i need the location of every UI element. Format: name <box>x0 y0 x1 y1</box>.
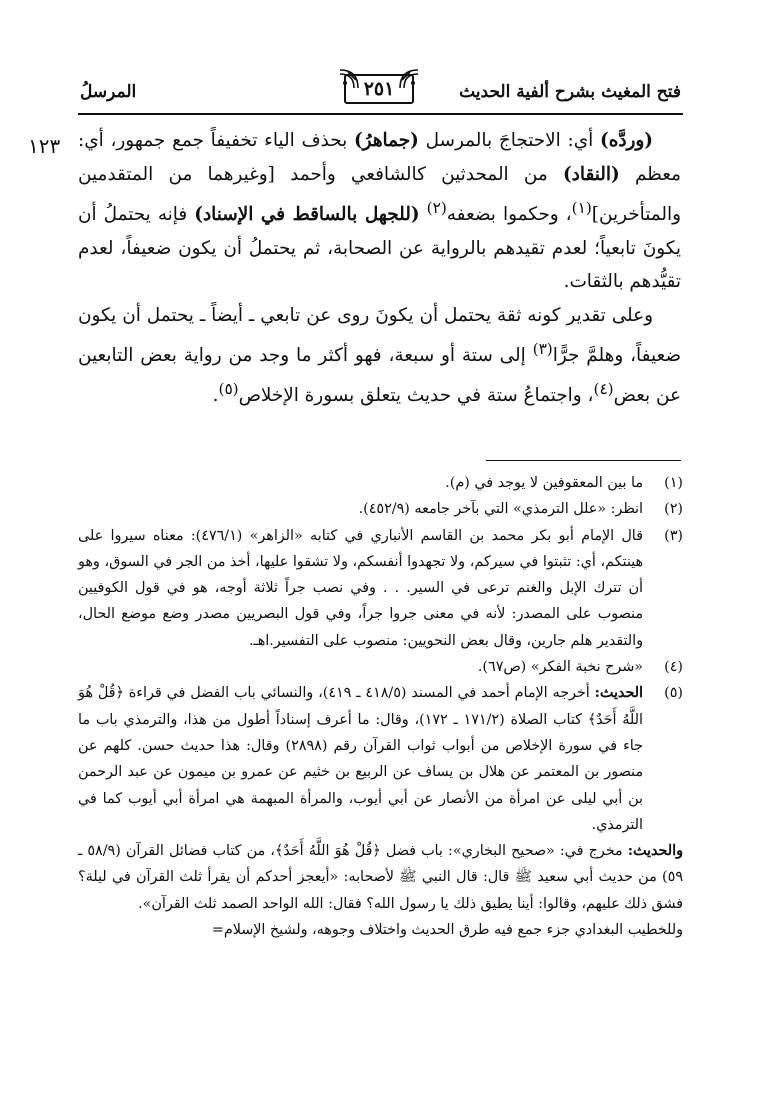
footnotes <box>78 470 683 943</box>
footnote-lead: الحديث: <box>594 685 643 702</box>
footnote-ref[interactable]: (٤) <box>593 379 614 398</box>
footnote-text: قال الإمام أبو بكر محمد بن القاسم الأنباري في كتابه «الزاهر» (٤٧٦/١): معناه سيروا على هينتكم، أي: تثبتوا في سيركم، ولا تجهدوا أنفسكم، ولا تشقوا عليها، أخذ من الجر في السوق، وهو أن تترك الإبل والغنم ترعى في السير. . . وفي نصب جراً ثلاثة أوجه، هو في قول الكوفيين منصوب على المصدر: لأنه في معنى جروا جراً، وفي قول البصريين مصدر وضع موضع الحال، والتقدير هلم جارين، وقال بعض النحويين: منصوب على التفسير.اهـ. <box>78 527 644 649</box>
paragraph-1 <box>78 124 681 299</box>
footnote <box>78 680 683 838</box>
footnote-ref[interactable]: (١) <box>571 198 592 217</box>
text-run: ، وحكموا بضعفه <box>446 203 572 225</box>
text-run: بحذف الياء تخفيفاً جمع جمهور، أي: معظم <box>78 130 681 185</box>
footnote <box>78 654 683 680</box>
ornament-left-icon <box>338 68 360 90</box>
footnote-ref[interactable]: (٥) <box>218 379 239 398</box>
footnote-text-run: مخرج في: «صحيح البخاري»: باب فضل ﴿قُلْ هُوَ اللَّهُ أَحَدٌ﴾، من كتاب فضائل القرآن (٥٨/٩ ـ ٥٩) من حديث أبي سعيد ﷺ قال: قال النبي ﷺ لأصحابه: «أيعجز أحدكم أن يقرأ ثلث القرآن في ليلة؟ فشق ذلك عليهم، وقالوا: أينا يطيق ذلك يا رسول الله؟ فقال: الله الواحد الصمد ثلث القرآن». <box>78 843 683 912</box>
text-run: فإنه يحتملُ أن يكونَ تابعياً؛ لعدم تقيدهم بالرواية عن الصحابة، ثم يحتملُ أن يكون ضعيفاً، لعدم تقيُّدهم بالثقات. <box>78 203 681 293</box>
paragraph-2 <box>78 299 681 413</box>
text-run: أي: الاحتجاجَ بالمرسل <box>418 130 600 151</box>
footnote-number: (١) <box>664 475 683 491</box>
matn-jumahir: (جماهرُ) <box>353 130 419 151</box>
footnote-number: (٥) <box>664 685 683 702</box>
text-run: . <box>212 384 219 406</box>
footnote-lead: والحديث: <box>627 843 683 860</box>
footnote <box>78 470 683 496</box>
footnote-text: «شرح نخبة الفكر» (ص٦٧). <box>477 659 643 676</box>
main-text <box>78 124 681 413</box>
footnote-text: ما بين المعقوفين لا يوجد في (م). <box>445 475 643 491</box>
footnote-text: انظر: «علل الترمذي» التي بآخر جامعه (٤٥٢/٩). <box>358 501 643 518</box>
text-run: إلى ستة أو سبعة، فهو أكثر ما وجد من رواية بعض التابعين عن بعض <box>78 345 681 406</box>
footnote <box>78 496 683 522</box>
footnote-text <box>78 680 643 838</box>
matn-jahl: (للجهل بالساقط في الإسناد) <box>194 203 420 225</box>
footnote-separator <box>486 460 681 461</box>
section-title: المرسلُ <box>80 82 137 102</box>
footnote-continuation <box>78 838 683 917</box>
footnote-ref[interactable]: (٣) <box>532 339 553 358</box>
footnote <box>78 523 683 654</box>
footnote-number: (٣) <box>664 527 683 544</box>
header-rule <box>78 113 683 115</box>
footnote-ref[interactable]: (٢) <box>426 198 447 217</box>
matn-wordings: (وردَّه) <box>600 130 653 151</box>
footnote-number: (٤) <box>664 659 683 676</box>
page-number: ٢٥١ <box>344 74 414 104</box>
text-run: وعلى تقدير كونه ثقة يحتمل أن يكونَ روى عن تابعي ـ أيضاً ـ يحتمل أن يكون ضعيفاً، وهلمَّ جرًّا <box>78 305 681 367</box>
text-run: من المحدثين كالشافعي وأحمد [وغيرهما من المتقدمين والمتأخرين] <box>78 163 681 225</box>
running-title: فتح المغيث بشرح ألفية الحديث <box>459 82 681 102</box>
margin-line-number: ١٢٣ <box>28 134 61 158</box>
footnote-continuation: وللخطيب البغدادي جزء جمع فيه طرق الحديث واختلاف وجوهه، ولشيخ الإسلام= <box>211 922 683 939</box>
matn-nuqqad: (النقاد) <box>562 163 620 185</box>
text-run: ، واجتماعُ ستة في حديث يتعلق بسورة الإخلاص <box>238 384 594 406</box>
footnote-text-run: أخرجه الإمام أحمد في المسند (٤١٨/٥ ـ ٤١٩)، والنسائي باب الفضل في قراءة ﴿قُلْ هُوَ اللَّهُ أَحَدٌ﴾ كتاب الصلاة (١٧١/٢ ـ ١٧٢)، وقال: ما أعرف إسناداً أطول من هذا، والترمذي باب ما جاء في سورة الإخلاص من أبواب ثواب القرآن رقم (٢٨٩٨) وقال: هذا حديث حسن. كلهم عن منصور بن المعتمر عن هلال بن يساف عن الربيع بن خثيم عن عمرو بن ميمون عن عبد الرحمن بن أبي ليلى عن امرأة من الأنصار عن أبي أيوب، والمرأة المبهمة هي امرأة أبي أيوب كما في الترمذي. <box>78 685 643 833</box>
footnote-number: (٢) <box>664 501 683 518</box>
text-run <box>420 204 427 225</box>
